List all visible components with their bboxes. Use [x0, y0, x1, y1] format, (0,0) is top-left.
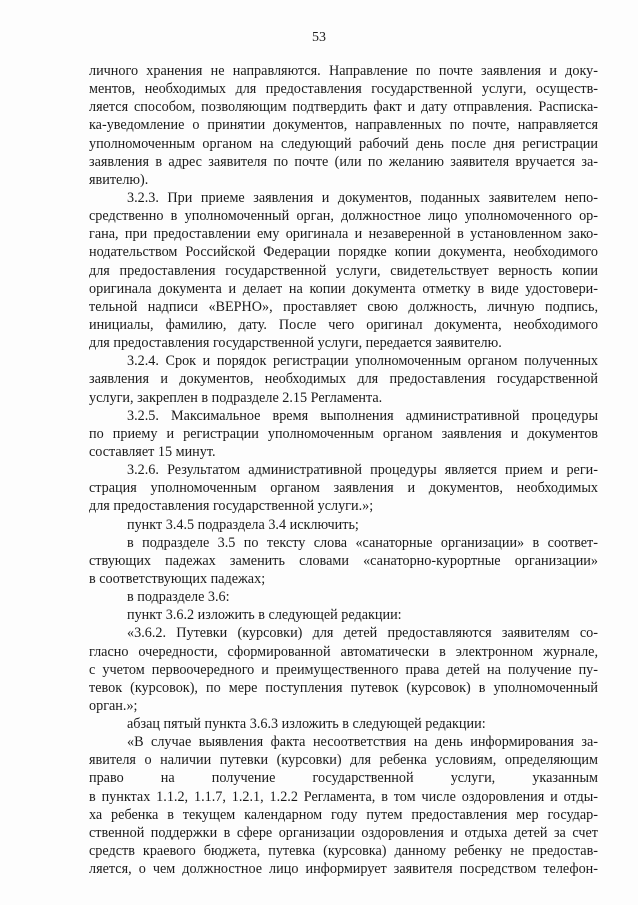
text-line: ляется способом, позволяющим подтвердить факт и дату отправления. Расписка-	[89, 99, 598, 116]
text-line: тевок (курсовок), по мере поступления путевок (курсовок) в уполномоченный	[89, 679, 598, 696]
text-line: пункт 3.6.2 изложить в следующей редакции:	[127, 607, 402, 624]
text-line: 3.2.6. Результатом административной процедуры является прием и реги-	[127, 462, 598, 479]
text-line: «3.6.2. Путевки (курсовки) для детей предоставляются заявителям со-	[127, 625, 598, 642]
document-body	[89, 62, 598, 878]
text-line: по приему и регистрации уполномоченным органом заявления и документов	[89, 425, 598, 442]
text-line: заявления и документов, необходимых для предоставления государственной	[89, 371, 598, 388]
text-line: гана, при предоставлении ему оригинала и незаверенной в установленном зако-	[89, 226, 598, 243]
text-line: услуги, закреплен в подразделе 2.15 Регламента.	[89, 389, 383, 406]
text-line: ляется, о чем должностное лицо информирует заявителя посредством телефон-	[89, 861, 598, 878]
text-line: явителя о наличии путевки (курсовки) для ребенка условиям, определяющим	[89, 752, 598, 769]
text-line: «В случае выявления факта несоответствия на день информирования за-	[127, 734, 598, 751]
text-line: ха ребенка в текущем календарном году путем предоставления мер государ-	[89, 806, 598, 823]
text-line: в пунктах 1.1.2, 1.1.7, 1.2.1, 1.2.2 Регламента, в том числе оздоровления и отды-	[89, 788, 598, 805]
text-line: личного хранения не направляются. Направление по почте заявления и доку-	[89, 63, 598, 79]
text-line: уполномоченным органом на следующий рабочий день после дня регистрации	[89, 135, 598, 152]
text-line: средств краевого бюджета, путевка (курсовка) данному ребенку не предостав-	[89, 843, 598, 860]
text-line: ствующих падежах заменить словами «санаторно-курортные организации»	[89, 552, 598, 569]
text-line: инициалы, фамилию, дату. После чего оригинал документа, необходимого	[89, 316, 598, 333]
text-line: для предоставления государственной услуги, свидетельствует верность копии	[89, 262, 598, 279]
text-line: нодательством Российской Федерации порядке копии документа, необходимого	[89, 244, 598, 261]
text-line: орган.»;	[89, 697, 138, 714]
text-line: для предоставления государственной услуги, передается заявителю.	[89, 335, 502, 352]
text-line: абзац пятый пункта 3.6.3 изложить в следующей редакции:	[127, 716, 486, 733]
text-line: ка-уведомление о принятии документов, направленных по почте, направляется	[89, 117, 598, 134]
text-line: ментов, необходимых для предоставления государственной услуги, осуществ-	[89, 81, 598, 98]
text-line: тельной надписи «ВЕРНО», проставляет свою должность, личную подпись,	[89, 298, 598, 315]
text-line: явителю).	[89, 171, 149, 188]
text-line: заявления в адрес заявителя по почте (или по желанию заявителя вручается за-	[89, 153, 598, 170]
text-line: в подразделе 3.5 по тексту слова «санаторные организации» в соответ-	[127, 534, 598, 551]
text-line: 3.2.3. При приеме заявления и документов, поданных заявителем непо-	[127, 189, 598, 206]
text-line: страция уполномоченным органом заявления и документов, необходимых	[89, 480, 598, 497]
text-line: составляет 15 минут.	[89, 443, 216, 460]
text-line: в соответствующих падежах;	[89, 570, 266, 587]
text-line: ственной поддержки в сфере организации оздоровления и отдыха детей за счет	[89, 824, 598, 841]
text-line: 3.2.4. Срок и порядок регистрации уполномоченным органом полученных	[127, 353, 598, 370]
text-line: с учетом первоочередного и преимущественного права детей на получение пу-	[89, 661, 598, 678]
page-number: 53	[312, 30, 326, 45]
text-line: 3.2.5. Максимальное время выполнения административной процедуры	[127, 407, 598, 424]
text-line: гласно очередности, сформированной автоматически в электронном журнале,	[89, 643, 598, 660]
text-line: оригинала документа и делает на копии документа отметку в виде удостовери-	[89, 280, 598, 297]
text-line: для предоставления государственной услуги.»;	[89, 498, 374, 515]
text-line: пункт 3.4.5 подраздела 3.4 исключить;	[127, 516, 359, 533]
text-line: право на получение государственной услуги, указанным	[89, 770, 598, 787]
text-line: средственно в уполномоченный орган, должностное лицо уполномоченного ор-	[89, 208, 598, 225]
text-line: в подразделе 3.6:	[127, 589, 230, 606]
